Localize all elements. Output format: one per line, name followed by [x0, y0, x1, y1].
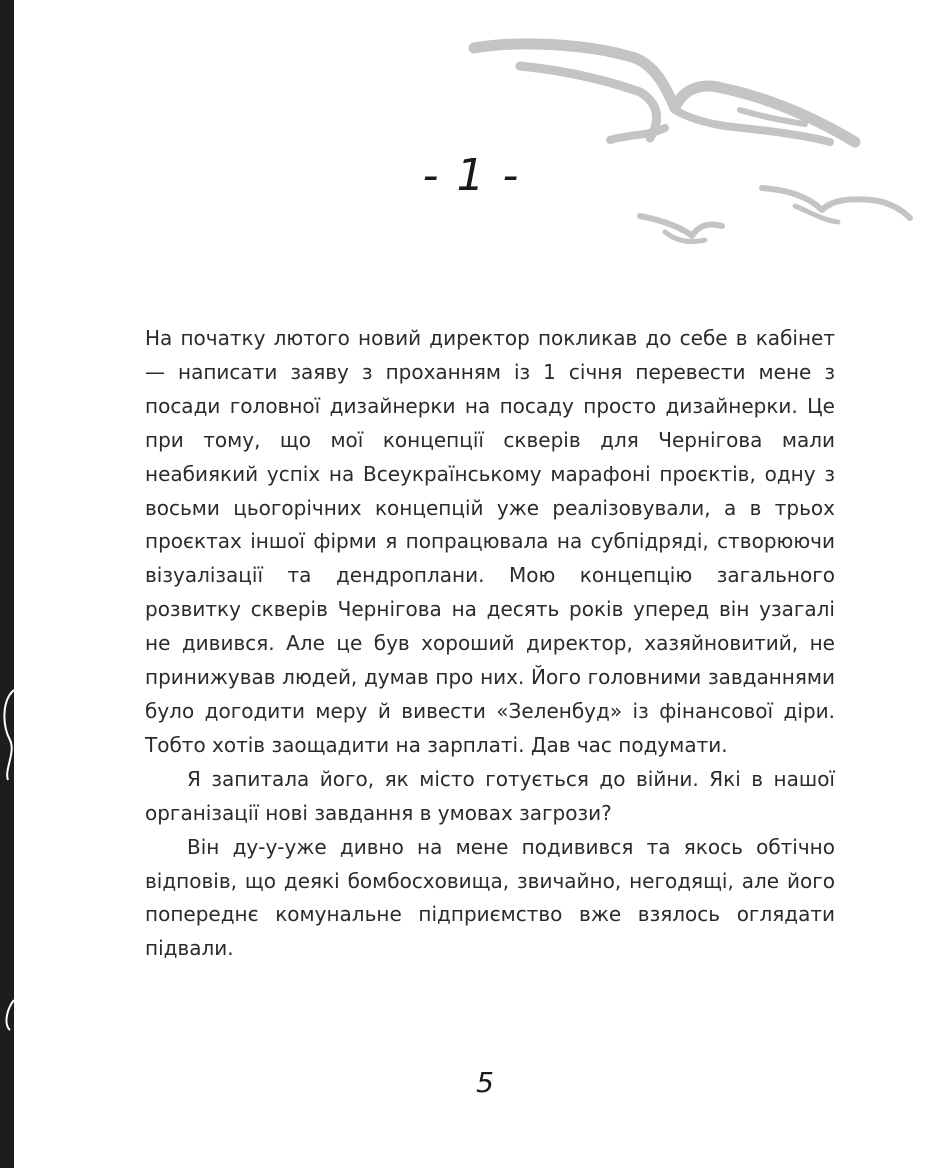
paragraph: На початку лютого новий директор покликав до себе в кабінет — написати заяву з проханням із 1 січня перевести мене з посади головної дизайнерки на посаду просто дизайнерки. Це при тому, що мої концепції скверів для Чернігова мали неабиякий успіх на Всеукраїнському марафоні проєктів, одну з восьми цьогорічних концепцій уже реалізовували, а в трьох проєктах іншої фірми я попрацювала на субпідряді, створюючи візуалізації та дендроплани. Мою концепцію загального розвитку скверів Чернігова на десять років уперед він узагалі не дивився. Але це був хороший директор, хазяйновитий, не принижував людей, думав про них. Його головними завданнями було догодити меру й вивести «Зеленбуд» із фінансової діри. Тобто хотів заощадити на зарплаті. Дав час подумати.: [145, 326, 835, 757]
chapter-body-text: [145, 322, 835, 966]
small-bird-left: [640, 216, 722, 236]
paragraph: Я запитала його, як місто готується до війни. Які в нашої організації нові завдання в умовах загрози?: [145, 766, 835, 825]
paragraph: Він ду-у-уже дивно на мене подивився та якось обтічно відповів, що деякі бомбосховища, звичайно, негодящі, але його попереднє комунальне підприємство вже взялось оглядати підвали.: [145, 834, 835, 961]
flying-birds-illustration: [460, 30, 930, 260]
chapter-number: - 1 -: [422, 150, 521, 201]
page-number: 5: [476, 1066, 494, 1099]
